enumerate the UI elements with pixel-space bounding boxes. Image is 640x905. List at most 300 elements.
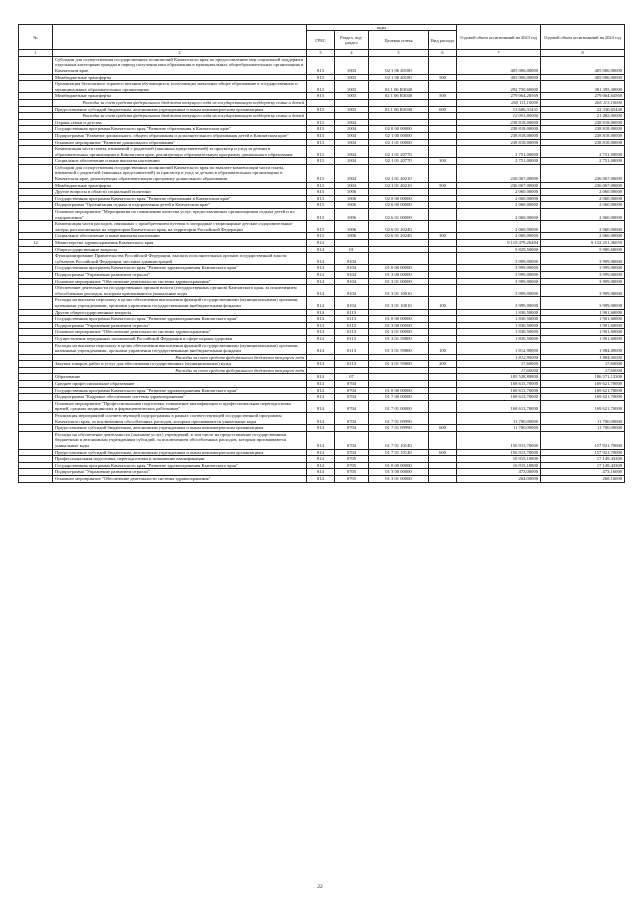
row-target-article bbox=[369, 99, 429, 106]
row-razdel: 1003 bbox=[335, 56, 369, 74]
row-razdel: 0104 bbox=[335, 297, 369, 309]
row-expense-type bbox=[429, 119, 457, 126]
row-number bbox=[19, 431, 53, 449]
row-name: Основное мероприятие "Обеспечение деятельности системы здравоохранения" bbox=[53, 278, 307, 285]
row-number bbox=[19, 297, 53, 309]
row-grbs: 814 bbox=[307, 431, 335, 449]
row-sum-2024: 9 132 251,36059 bbox=[541, 240, 625, 247]
row-grbs: 814 bbox=[307, 309, 335, 316]
row-sum-2023: 236 067,00000 bbox=[457, 182, 541, 189]
row-sum-2024: 157 921,70000 bbox=[541, 431, 625, 449]
row-expense-type: 500 bbox=[429, 182, 457, 189]
row-number bbox=[19, 469, 53, 476]
row-target-article: 01 7 01 00000 bbox=[369, 400, 429, 412]
row-sum-2024: 11 700,00000 bbox=[541, 425, 625, 432]
row-expense-type bbox=[429, 374, 457, 381]
budget-table bbox=[18, 24, 625, 483]
row-razdel: 0104 bbox=[335, 285, 369, 297]
row-number bbox=[19, 99, 53, 106]
row-razdel: 1004 bbox=[335, 146, 369, 158]
row-sum-2023: 12 001,80000 bbox=[457, 113, 541, 120]
row-razdel bbox=[335, 99, 369, 106]
row-number bbox=[19, 74, 53, 81]
row-sum-2023: 16 915,10800 bbox=[457, 462, 541, 469]
row-sum-2023: 3 999,00000 bbox=[457, 278, 541, 285]
table-row bbox=[19, 400, 625, 412]
row-razdel: 1006 bbox=[335, 221, 369, 233]
row-expense-type bbox=[429, 56, 457, 74]
row-razdel: 01 bbox=[335, 246, 369, 253]
row-grbs: 814 bbox=[307, 361, 335, 368]
row-number bbox=[19, 233, 53, 240]
row-target-article: 01 3 01 10010 bbox=[369, 285, 429, 297]
table-row bbox=[19, 246, 625, 253]
row-grbs bbox=[307, 113, 335, 120]
row-expense-type: 500 bbox=[429, 74, 457, 81]
row-sum-2024: 279 064,64560 bbox=[541, 93, 625, 100]
row-number bbox=[19, 126, 53, 133]
row-target-article: 01 3 00 00000 bbox=[369, 271, 429, 278]
row-target-article: 01 0 00 00000 bbox=[369, 387, 429, 394]
row-expense-type bbox=[429, 139, 457, 146]
row-sum-2023: 168 613,70000 bbox=[457, 400, 541, 412]
row-sum-2024: 405 006,00000 bbox=[541, 56, 625, 74]
row-name: Основное мероприятие "Обеспечение деятельности системы здравоохранения" bbox=[53, 329, 307, 336]
row-grbs: 813 bbox=[307, 56, 335, 74]
row-name: Государственная программа Камчатского края "Развитие здравоохранения Камчатского края" bbox=[53, 265, 307, 272]
table-row bbox=[19, 462, 625, 469]
row-razdel: 1006 bbox=[335, 195, 369, 202]
row-number bbox=[19, 413, 53, 425]
row-target-article: 01 3 01 00000 bbox=[369, 329, 429, 336]
row-target-article: 02 6 00 00000 bbox=[369, 202, 429, 209]
row-number bbox=[19, 158, 53, 165]
table-row bbox=[19, 361, 625, 368]
row-expense-type bbox=[429, 285, 457, 297]
row-sum-2023: 168 613,70000 bbox=[457, 381, 541, 388]
row-grbs: 813 bbox=[307, 146, 335, 158]
row-grbs: 814 bbox=[307, 265, 335, 272]
row-number bbox=[19, 81, 53, 93]
row-grbs: 814 bbox=[307, 271, 335, 278]
header-codes: коды bbox=[307, 25, 457, 31]
row-sum-2024: 186 571,13300 bbox=[541, 374, 625, 381]
row-razdel bbox=[335, 367, 369, 374]
row-name: Основное мероприятие "Мероприятия по повышению качества услуг, предоставляемых организациями отдыха детей и их оздоровления" bbox=[53, 209, 307, 221]
row-grbs: 814 bbox=[307, 400, 335, 412]
document-page bbox=[18, 24, 624, 483]
row-target-article: 01 3 00 00000 bbox=[369, 322, 429, 329]
row-name: Межбюджетные трансферты bbox=[53, 182, 307, 189]
row-razdel: 0104 bbox=[335, 253, 369, 265]
row-sum-2024: 169 621,70000 bbox=[541, 400, 625, 412]
table-note-row bbox=[19, 367, 625, 374]
row-grbs: 814 bbox=[307, 329, 335, 336]
row-grbs: 813 bbox=[307, 221, 335, 233]
row-sum-2024: 236 067,00000 bbox=[541, 182, 625, 189]
row-grbs: 814 bbox=[307, 425, 335, 432]
row-grbs: 814 bbox=[307, 381, 335, 388]
page-number: 22 bbox=[317, 884, 323, 890]
table-row bbox=[19, 202, 625, 209]
row-grbs: 814 bbox=[307, 316, 335, 323]
row-sum-2023: 16 915,10800 bbox=[457, 456, 541, 463]
row-expense-type bbox=[429, 240, 457, 247]
row-sum-2023: 3 999,00000 bbox=[457, 285, 541, 297]
row-number bbox=[19, 354, 53, 361]
row-sum-2024: 301 395,30000 bbox=[541, 81, 625, 93]
row-name: Государственная программа Камчатского края "Развитие образования в Камчатском крае" bbox=[53, 195, 307, 202]
row-sum-2024: 2 060,00000 bbox=[541, 233, 625, 240]
row-razdel: 1006 bbox=[335, 189, 369, 196]
table-row bbox=[19, 56, 625, 74]
row-expense-type bbox=[429, 329, 457, 336]
col-number: 6 bbox=[429, 50, 457, 57]
row-sum-2023: 279 064,28569 bbox=[457, 93, 541, 100]
header-csr: Целевая статья bbox=[369, 31, 429, 50]
row-name: Профессиональная подготовка, переподготовка и повышение квалификации bbox=[53, 456, 307, 463]
row-target-article: 01 3 00 00000 bbox=[369, 469, 429, 476]
table-row bbox=[19, 297, 625, 309]
row-name: Закупка товаров, работ и услуг для обеспечения государственных (муниципальных) нужд bbox=[53, 361, 307, 368]
row-expense-type bbox=[429, 309, 457, 316]
row-expense-type bbox=[429, 271, 457, 278]
row-razdel: 07 bbox=[335, 374, 369, 381]
header-name bbox=[53, 25, 307, 50]
row-target-article: 01 0 00 00000 bbox=[369, 316, 429, 323]
row-name: Среднее профессиональное образование bbox=[53, 381, 307, 388]
row-target-article bbox=[369, 367, 429, 374]
row-name: Компенсация части платы, взимаемой с родителей (законных представителей) за присмотр и уход за детьми в образовательных организациях в Камчатском крае, реализующих образовательную программу дошкольного образования bbox=[53, 146, 307, 158]
row-expense-type bbox=[429, 126, 457, 133]
row-name: Подпрограмма "Кадровое обеспечение системы здравоохранения" bbox=[53, 394, 307, 401]
row-razdel: 0705 bbox=[335, 456, 369, 463]
row-number bbox=[19, 329, 53, 336]
row-razdel: 1003 bbox=[335, 93, 369, 100]
row-sum-2023: 1 830,50000 bbox=[457, 309, 541, 316]
row-expense-type: 600 bbox=[429, 425, 457, 432]
column-number-row bbox=[19, 50, 625, 57]
table-row bbox=[19, 322, 625, 329]
row-grbs: 813 bbox=[307, 119, 335, 126]
row-target-article: 01 7 01 09990 bbox=[369, 413, 429, 425]
row-grbs: 813 bbox=[307, 126, 335, 133]
header-razdel: Раздел, под-раздел bbox=[335, 31, 369, 50]
row-name: Государственная программа Камчатского края "Развитие здравоохранения Камчатского края" bbox=[53, 462, 307, 469]
row-sum-2023: 2 060,00000 bbox=[457, 221, 541, 233]
table-row bbox=[19, 381, 625, 388]
row-number bbox=[19, 189, 53, 196]
table-row bbox=[19, 74, 625, 81]
row-sum-2024: 1 901,60000 bbox=[541, 309, 625, 316]
row-razdel: 0104 bbox=[335, 278, 369, 285]
row-expense-type: 300 bbox=[429, 158, 457, 165]
row-grbs: 814 bbox=[307, 394, 335, 401]
row-name: Организация бесплатного горячего питания обучающихся, получающих начальное общее образование в государственных и муниципальных образовательных организациях bbox=[53, 81, 307, 93]
row-target-article: 02 1 06 R3040 bbox=[369, 106, 429, 113]
row-target-article: 02 1 01 40210 bbox=[369, 164, 429, 182]
table-row bbox=[19, 456, 625, 463]
row-sum-2023: 1 812,90000 bbox=[457, 342, 541, 354]
row-grbs: 814 bbox=[307, 456, 335, 463]
row-expense-type: 200 bbox=[429, 361, 457, 368]
row-number bbox=[19, 265, 53, 272]
row-number bbox=[19, 56, 53, 74]
row-expense-type bbox=[429, 278, 457, 285]
row-expense-type bbox=[429, 431, 457, 449]
row-number bbox=[19, 309, 53, 316]
row-name: Реализация мероприятий соответствующей подпрограммы в рамках соответствующей государственной программы Камчатского края, за исключением обособленных расходов, которым присваиваются уникальные коды bbox=[53, 413, 307, 425]
row-name: Компенсация части расходов, связанных с приобретением путевок в загородные стационарные детские оздоровительные лагеря, расположенные на территории Камчатского края, на территории Российской Федерации bbox=[53, 221, 307, 233]
row-grbs bbox=[307, 99, 335, 106]
row-sum-2024: 21 482,00000 bbox=[541, 113, 625, 120]
row-razdel: 0113 bbox=[335, 361, 369, 368]
table-row bbox=[19, 164, 625, 182]
row-grbs: 814 bbox=[307, 278, 335, 285]
row-number: 12 bbox=[19, 240, 53, 247]
row-number bbox=[19, 132, 53, 139]
row-target-article: 02 0 00 00000 bbox=[369, 195, 429, 202]
row-target-article: 01 3 01 00000 bbox=[369, 278, 429, 285]
row-sum-2024: 1 901,60000 bbox=[541, 329, 625, 336]
row-number bbox=[19, 146, 53, 158]
row-grbs: 814 bbox=[307, 469, 335, 476]
row-sum-2023: 5 829,50000 bbox=[457, 246, 541, 253]
row-sum-2023: 405 006,00000 bbox=[457, 74, 541, 81]
row-number bbox=[19, 246, 53, 253]
table-row bbox=[19, 233, 625, 240]
row-number bbox=[19, 202, 53, 209]
row-expense-type bbox=[429, 195, 457, 202]
row-number bbox=[19, 387, 53, 394]
row-sum-2024: 3 999,00000 bbox=[541, 297, 625, 309]
row-target-article: 02 1 01 20770 bbox=[369, 146, 429, 158]
row-target-article: 02 1 01 20770 bbox=[369, 158, 429, 165]
row-number bbox=[19, 449, 53, 456]
table-row bbox=[19, 126, 625, 133]
row-grbs: 813 bbox=[307, 209, 335, 221]
row-sum-2024: 3 999,00000 bbox=[541, 253, 625, 265]
row-sum-2023: 168 613,70000 bbox=[457, 387, 541, 394]
row-sum-2024: 2 060,00000 bbox=[541, 195, 625, 202]
row-target-article bbox=[369, 374, 429, 381]
row-expense-type bbox=[429, 246, 457, 253]
row-name: Подпрограмма "Развитие дошкольного, общего образования и дополнительного образования детей в Камчатском крае" bbox=[53, 132, 307, 139]
row-sum-2024: 2 060,00000 bbox=[541, 202, 625, 209]
row-sum-2024: 238 818,00000 bbox=[541, 132, 625, 139]
row-number bbox=[19, 209, 53, 221]
table-row bbox=[19, 189, 625, 196]
row-expense-type bbox=[429, 367, 457, 374]
row-razdel bbox=[335, 240, 369, 247]
row-sum-2023: 2 060,00000 bbox=[457, 195, 541, 202]
row-sum-2023: 2 751,00000 bbox=[457, 158, 541, 165]
row-sum-2023: 238 818,00000 bbox=[457, 126, 541, 133]
row-expense-type bbox=[429, 189, 457, 196]
row-expense-type: 100 bbox=[429, 297, 457, 309]
row-razdel: 0104 bbox=[335, 271, 369, 278]
row-sum-2024: 17 149,43300 bbox=[541, 456, 625, 463]
row-expense-type bbox=[429, 221, 457, 233]
row-target-article bbox=[369, 246, 429, 253]
row-sum-2023: 238 818,00000 bbox=[457, 119, 541, 126]
row-razdel: 0113 bbox=[335, 329, 369, 336]
row-razdel: 1003 bbox=[335, 106, 369, 113]
row-razdel: 1004 bbox=[335, 158, 369, 165]
row-target-article: 02 0 00 00000 bbox=[369, 126, 429, 133]
row-expense-type bbox=[429, 475, 457, 482]
row-grbs: 813 bbox=[307, 139, 335, 146]
row-name: Социальное обеспечение и иные выплаты населению bbox=[53, 158, 307, 165]
row-razdel: 1006 bbox=[335, 202, 369, 209]
row-expense-type bbox=[429, 413, 457, 425]
row-razdel: 0704 bbox=[335, 425, 369, 432]
row-sum-2023: 473,00000 bbox=[457, 469, 541, 476]
row-grbs: 814 bbox=[307, 285, 335, 297]
row-expense-type: 600 bbox=[429, 106, 457, 113]
table-note-row bbox=[19, 99, 625, 106]
row-number bbox=[19, 253, 53, 265]
row-razdel: 0113 bbox=[335, 342, 369, 354]
row-name: Расходы за счет средств федерального бюджета текущего года bbox=[53, 354, 307, 361]
table-row bbox=[19, 265, 625, 272]
row-name: Подпрограмма "Управление развитием отрасли" bbox=[53, 469, 307, 476]
row-sum-2023: 2 060,00000 bbox=[457, 189, 541, 196]
row-expense-type: 100 bbox=[429, 342, 457, 354]
table-row bbox=[19, 475, 625, 482]
row-razdel: 0704 bbox=[335, 381, 369, 388]
table-row bbox=[19, 146, 625, 158]
row-expense-type bbox=[429, 202, 457, 209]
row-sum-2024: 2 751,00000 bbox=[541, 146, 625, 158]
row-sum-2023: 292 750,60000 bbox=[457, 81, 541, 93]
row-sum-2023: 9 119 479,26484 bbox=[457, 240, 541, 247]
row-expense-type: 500 bbox=[429, 93, 457, 100]
table-row bbox=[19, 374, 625, 381]
table-row bbox=[19, 240, 625, 247]
table-row bbox=[19, 81, 625, 93]
row-razdel: 1003 bbox=[335, 81, 369, 93]
table-note-row bbox=[19, 113, 625, 120]
row-number bbox=[19, 425, 53, 432]
row-target-article bbox=[369, 456, 429, 463]
row-expense-type bbox=[429, 265, 457, 272]
row-name: Основное мероприятие "Обеспечение деятельности системы здравоохранения" bbox=[53, 475, 307, 482]
row-grbs bbox=[307, 354, 335, 361]
row-number bbox=[19, 381, 53, 388]
table-row bbox=[19, 342, 625, 354]
table-row bbox=[19, 132, 625, 139]
table-row bbox=[19, 119, 625, 126]
row-sum-2023: 238 818,00000 bbox=[457, 132, 541, 139]
row-razdel: 1004 bbox=[335, 132, 369, 139]
row-expense-type bbox=[429, 113, 457, 120]
row-name: Субсидии для осуществления государственных полномочий Камчатского края по предоставлению мер социальной поддержки отдельным категориям граждан в период получения ими образования в муниципальных общеобразовательных организациях в Камчатском крае bbox=[53, 56, 307, 74]
row-number bbox=[19, 113, 53, 120]
row-number bbox=[19, 182, 53, 189]
row-sum-2023: 13 686,31431 bbox=[457, 106, 541, 113]
row-number bbox=[19, 342, 53, 354]
row-expense-type bbox=[429, 164, 457, 182]
table-row bbox=[19, 106, 625, 113]
row-razdel: 0704 bbox=[335, 400, 369, 412]
row-razdel: 0113 bbox=[335, 316, 369, 323]
row-expense-type bbox=[429, 400, 457, 412]
row-name: Подпрограмма "Управление развитием отрасли" bbox=[53, 322, 307, 329]
row-expense-type bbox=[429, 322, 457, 329]
row-name: Межбюджетные трансферты bbox=[53, 74, 307, 81]
row-name: Расходы на выплаты персоналу в целях обеспечения выполнения функций государственными (муниципальными) органами, казенными учреждениями, органами управления государственными внебюджетными фондами bbox=[53, 297, 307, 309]
table-body bbox=[19, 56, 625, 482]
row-name: Министерство здравоохранения Камчатского края bbox=[53, 240, 307, 247]
row-sum-2023: 11 700,00000 bbox=[457, 413, 541, 425]
row-target-article bbox=[369, 354, 429, 361]
row-sum-2023: 11 700,00000 bbox=[457, 425, 541, 432]
row-expense-type bbox=[429, 381, 457, 388]
row-target-article bbox=[369, 189, 429, 196]
row-number bbox=[19, 361, 53, 368]
row-razdel: 1006 bbox=[335, 209, 369, 221]
row-sum-2024: 11 700,00000 bbox=[541, 413, 625, 425]
row-sum-2024: 2 751,00000 bbox=[541, 158, 625, 165]
row-sum-2023: 1 830,50000 bbox=[457, 322, 541, 329]
col-number: 3 bbox=[307, 50, 335, 57]
row-grbs: 814 bbox=[307, 246, 335, 253]
row-sum-2024: 17,60000 bbox=[541, 361, 625, 368]
row-target-article: 02 1 01 40210 bbox=[369, 182, 429, 189]
row-name: Осуществление переданных полномочий Российской Федерации в сфере охраны здоровья bbox=[53, 335, 307, 342]
row-sum-2024: 2 060,00000 bbox=[541, 209, 625, 221]
row-sum-2023: 2 060,00000 bbox=[457, 202, 541, 209]
row-expense-type bbox=[429, 132, 457, 139]
row-grbs: 814 bbox=[307, 413, 335, 425]
table-note-row bbox=[19, 354, 625, 361]
row-sum-2024: 473,16000 bbox=[541, 469, 625, 476]
col-number: 5 bbox=[369, 50, 429, 57]
row-expense-type bbox=[429, 316, 457, 323]
row-razdel: 1004 bbox=[335, 139, 369, 146]
row-sum-2023: 2 060,00000 bbox=[457, 233, 541, 240]
row-sum-2023: 1 830,50000 bbox=[457, 335, 541, 342]
row-sum-2024: 405 006,00000 bbox=[541, 74, 625, 81]
row-number bbox=[19, 195, 53, 202]
row-razdel: 1004 bbox=[335, 119, 369, 126]
row-number bbox=[19, 278, 53, 285]
row-grbs: 814 bbox=[307, 462, 335, 469]
row-name: Общегосударственные вопросы bbox=[53, 246, 307, 253]
row-sum-2023: 264,00000 bbox=[457, 475, 541, 482]
row-number bbox=[19, 93, 53, 100]
row-grbs: 814 bbox=[307, 342, 335, 354]
row-sum-2024: 3 999,00000 bbox=[541, 271, 625, 278]
row-razdel bbox=[335, 354, 369, 361]
row-sum-2024: 169 621,70000 bbox=[541, 387, 625, 394]
row-sum-2024: 238 818,00000 bbox=[541, 139, 625, 146]
row-target-article bbox=[369, 240, 429, 247]
row-razdel: 1003 bbox=[335, 74, 369, 81]
table-row bbox=[19, 221, 625, 233]
row-target-article: 02 6 01 00000 bbox=[369, 209, 429, 221]
row-number bbox=[19, 462, 53, 469]
row-number bbox=[19, 316, 53, 323]
row-target-article bbox=[369, 381, 429, 388]
row-name: Другие вопросы в области социальной политики bbox=[53, 189, 307, 196]
row-expense-type bbox=[429, 146, 457, 158]
row-sum-2023: 238 818,00000 bbox=[457, 139, 541, 146]
row-razdel: 0704 bbox=[335, 387, 369, 394]
row-sum-2023: 3 999,00000 bbox=[457, 265, 541, 272]
row-grbs: 813 bbox=[307, 132, 335, 139]
